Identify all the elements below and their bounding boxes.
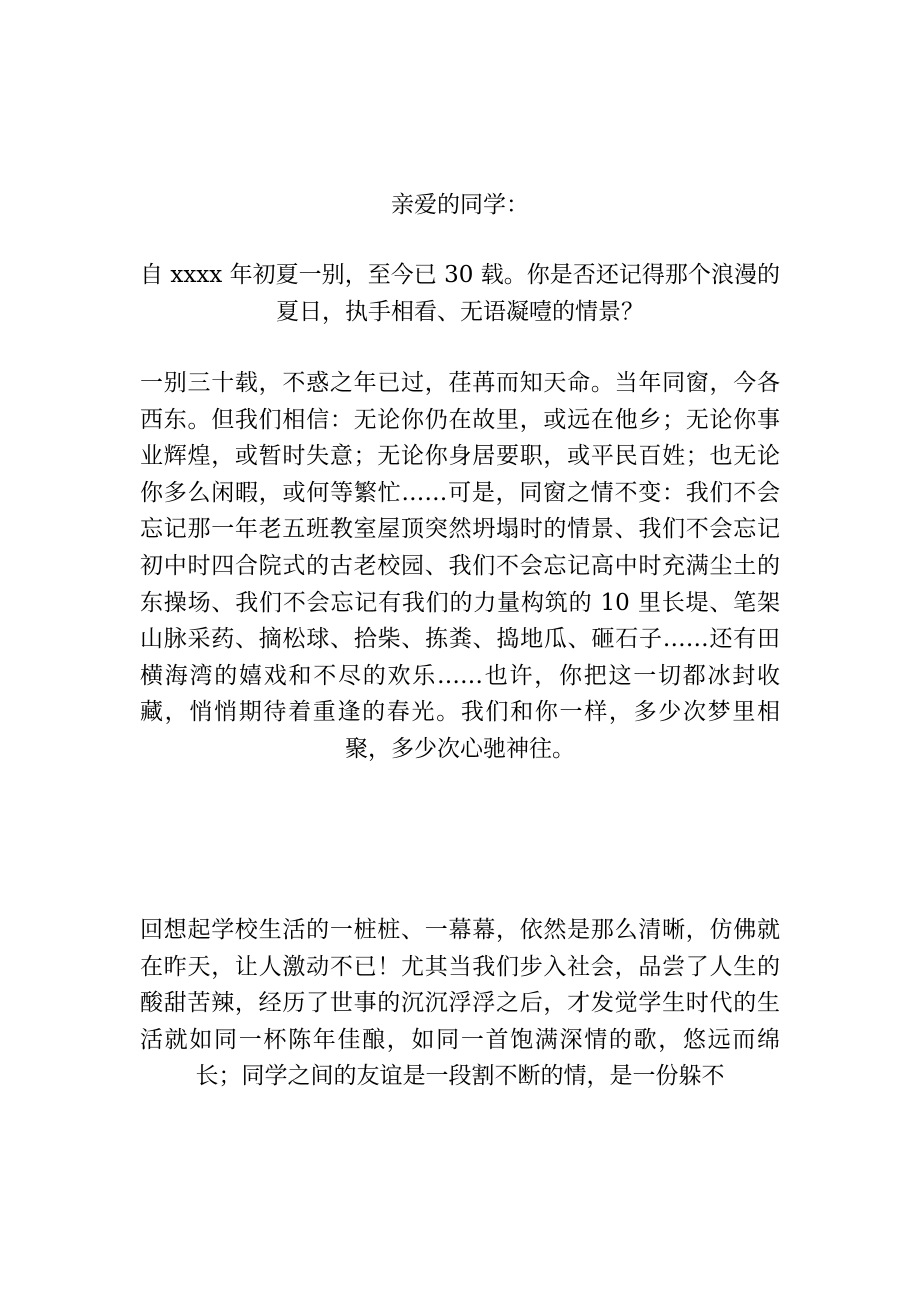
paragraph-1: 自 xxxx 年初夏一别，至今已 30 载。你是否还记得那个浪漫的夏日，执手相看、无语凝噎的情景？ — [140, 262, 780, 325]
paragraph-3: 回想起学校生活的一桩桩、一幕幕，依然是那么清晰，仿佛就在昨天，让人激动不已！尤其当我们步入社会，品尝了人生的酸甜苦辣，经历了世事的沉沉浮浮之后，才发觉学生时代的生活就如同一杯陈年佳酿，如同一首饱满深情的歌，悠远而绵长；同学之间的友谊是一段割不断的情，是一份躲不 — [140, 917, 780, 1090]
letter-salutation: 亲爱的同学： — [391, 192, 529, 218]
paragraph-2: 一别三十载，不惑之年已过，荏苒而知天命。当年同窗，今各西东。但我们相信：无论你仍在故里，或远在他乡；无论你事业辉煌，或暂时失意；无论你身居要职，或平民百姓；也无论你多么闲暇，或何等繁忙……可是，同窗之情不变：我们不会忘记那一年老五班教室屋顶突然坍塌时的情景、我们不会忘记初中时四合院式的古老校园、我们不会忘记高中时充满尘土的东操场、我们不会忘记有我们的力量构筑的 10 里长堤、笔架山脉采药、摘松球、拾柴、拣粪、捣地瓜、砸石子……还有田横海湾的嬉戏和不尽的欢乐……也许，你把这一切都冰封收藏，悄悄期待着重逢的春光。我们和你一样，多少次梦里相聚，多少次心驰神往。 — [140, 370, 780, 762]
